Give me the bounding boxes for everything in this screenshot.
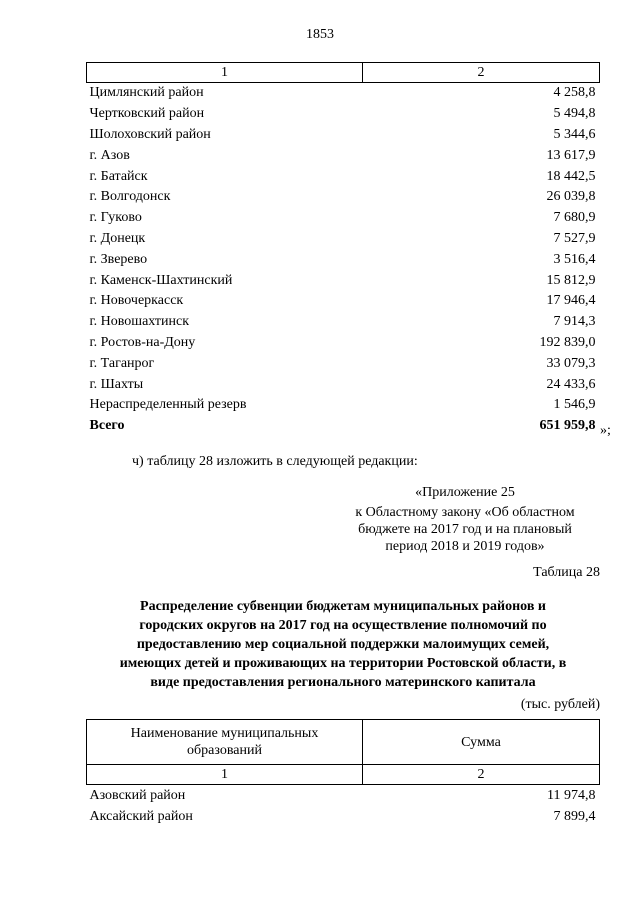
appendix-block xyxy=(330,484,600,555)
row-value: 4 258,8 xyxy=(553,85,596,101)
closing-quote: »; xyxy=(600,423,611,438)
column-header-name-line-1: Наименование муниципальных xyxy=(130,726,319,741)
row-name: г. Новочеркасск xyxy=(89,293,184,309)
allocation-table-bottom xyxy=(86,719,600,827)
table-row xyxy=(87,187,600,208)
row-name: Цимлянский район xyxy=(89,85,204,101)
row-value: 33 079,3 xyxy=(546,355,596,371)
row-value: 17 946,4 xyxy=(546,293,596,309)
total-value: 651 959,8 xyxy=(539,418,596,434)
heading-line-4: имеющих детей и проживающих на территории Ростовской области, в xyxy=(119,656,567,671)
row-value: 3 516,4 xyxy=(553,251,596,267)
allocation-table-top xyxy=(86,62,600,437)
row-name: Чертковский район xyxy=(89,106,205,122)
table-row xyxy=(87,125,600,146)
column-number-2: 2 xyxy=(363,63,600,83)
row-value: 26 039,8 xyxy=(546,189,596,205)
table-body xyxy=(87,83,600,416)
column-header-name xyxy=(87,720,363,765)
row-value: 24 433,6 xyxy=(546,376,596,392)
row-value: 5 494,8 xyxy=(553,106,596,122)
row-name: г. Зверево xyxy=(89,251,148,267)
row-value: 11 974,8 xyxy=(547,787,596,803)
table-body xyxy=(87,785,600,828)
row-name: Нераспределенный резерв xyxy=(89,397,247,413)
table-label: Таблица 28 xyxy=(533,565,600,580)
table-row xyxy=(87,374,600,395)
table-row xyxy=(87,104,600,125)
row-value: 15 812,9 xyxy=(546,272,596,288)
row-name: г. Ростов-на-Дону xyxy=(89,334,196,350)
page-number: 1853 xyxy=(306,27,334,42)
row-name: г. Новошахтинск xyxy=(89,314,190,330)
row-value: 18 442,5 xyxy=(546,168,596,184)
table-row xyxy=(87,145,600,166)
total-row xyxy=(87,416,600,437)
row-name: г. Шахты xyxy=(89,376,144,392)
table-heading xyxy=(86,597,600,692)
table-row xyxy=(87,353,600,374)
table-row xyxy=(87,208,600,229)
row-name: г. Гуково xyxy=(89,210,142,226)
heading-line-1: Распределение субвенции бюджетам муниципальных районов и xyxy=(140,599,546,614)
row-name: Шолоховский район xyxy=(89,126,211,142)
row-name: г. Азов xyxy=(89,147,130,163)
units-label: (тыс. рублей) xyxy=(520,697,600,712)
table-row xyxy=(87,806,600,827)
appendix-title: «Приложение 25 xyxy=(415,485,515,500)
column-number-1: 1 xyxy=(87,63,363,83)
table-row xyxy=(87,249,600,270)
column-header-sum: Сумма xyxy=(363,720,600,765)
table-row xyxy=(87,395,600,416)
table-header-row xyxy=(87,720,600,765)
row-value: 192 839,0 xyxy=(539,334,596,350)
instruction-text: ч) таблицу 28 изложить в следующей редакции: xyxy=(132,454,418,469)
table-row xyxy=(87,312,600,333)
row-value: 7 527,9 xyxy=(553,230,596,246)
row-value: 7 899,4 xyxy=(553,808,596,824)
table-row xyxy=(87,166,600,187)
heading-line-3: предоставлению мер социальной поддержки малоимущих семей, xyxy=(136,637,550,652)
row-name: г. Донецк xyxy=(89,230,146,246)
heading-line-5: виде предоставления регионального материнского капитала xyxy=(150,675,536,690)
row-value: 5 344,6 xyxy=(553,126,596,142)
row-name: Азовский район xyxy=(89,787,186,803)
table-row xyxy=(87,270,600,291)
row-name: Аксайский район xyxy=(89,808,193,824)
column-number-2: 2 xyxy=(363,765,600,785)
heading-line-2: городских округов на 2017 год на осуществление полномочий по xyxy=(139,618,547,633)
row-value: 7 914,3 xyxy=(553,314,596,330)
column-number-row xyxy=(87,765,600,785)
row-name: г. Каменск-Шахтинский xyxy=(89,272,233,288)
column-header-name-line-2: образований xyxy=(187,743,262,758)
row-value: 1 546,9 xyxy=(553,397,596,413)
row-name: г. Батайск xyxy=(89,168,148,184)
table-row xyxy=(87,83,600,104)
column-number-1: 1 xyxy=(87,765,363,785)
row-name: г. Таганрог xyxy=(89,355,155,371)
total-label: Всего xyxy=(89,418,125,434)
row-name: г. Волгодонск xyxy=(89,189,171,205)
row-value: 13 617,9 xyxy=(546,147,596,163)
appendix-line-1: к Областному закону «Об областном xyxy=(355,505,575,520)
table-row xyxy=(87,785,600,807)
table-row xyxy=(87,229,600,250)
table-row xyxy=(87,291,600,312)
row-value: 7 680,9 xyxy=(553,210,596,226)
table-row xyxy=(87,333,600,354)
table-header-row xyxy=(87,63,600,83)
appendix-line-3: период 2018 и 2019 годов» xyxy=(385,539,545,554)
appendix-line-2: бюджете на 2017 год и на плановый xyxy=(358,522,572,537)
